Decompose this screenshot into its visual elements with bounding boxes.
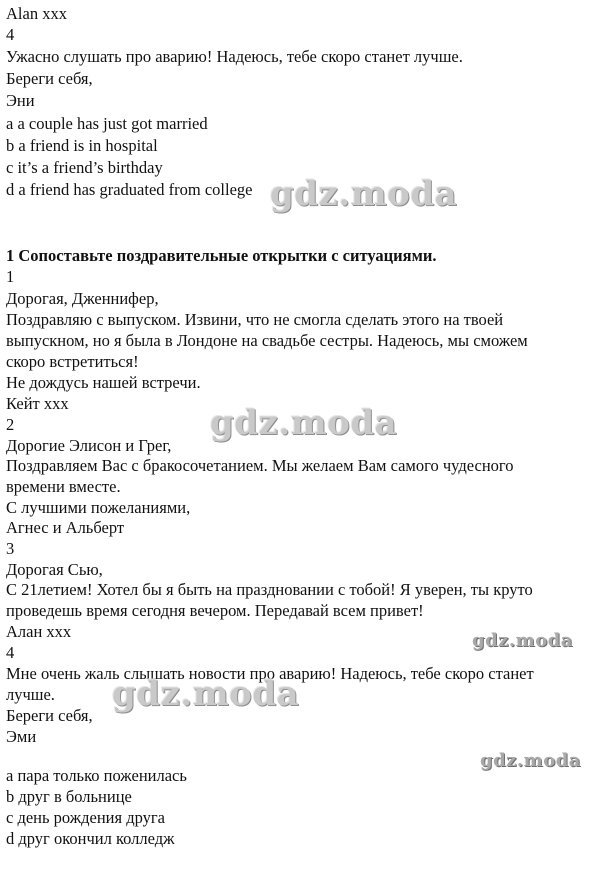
answer-item: c день рождения друга xyxy=(6,808,165,827)
task-heading: 1 Сопоставьте поздравительные открытки с ситуациями. xyxy=(6,246,437,265)
watermark-logo: gdz.moda xyxy=(480,750,581,771)
card-line: С лучшими пожеланиями, xyxy=(6,498,191,517)
watermark-logo: gdz.moda xyxy=(112,674,300,714)
card-greeting: Дорогие Элисон и Грег, xyxy=(6,436,172,455)
card-signature: Эми xyxy=(6,727,37,746)
option-item: c it’s a friend’s birthday xyxy=(6,158,163,177)
card-line: скоро встретиться! xyxy=(6,352,139,371)
top-name: Эни xyxy=(6,91,35,110)
watermark-logo: gdz.moda xyxy=(210,403,398,443)
card-number: 2 xyxy=(6,415,15,434)
card-line: Поздравляю с выпуском. Извини, что не смогла сделать этого на твоей xyxy=(6,310,504,329)
top-signature: Alan xxx xyxy=(6,4,67,23)
watermark-logo: gdz.moda xyxy=(472,630,573,651)
card-number: 3 xyxy=(6,539,15,558)
card-signature: Агнес и Альберт xyxy=(6,518,125,537)
card-line: Поздравляем Вас с бракосочетанием. Мы желаем Вам самого чудесного xyxy=(6,456,514,475)
card-greeting: Дорогая Сью, xyxy=(6,560,103,579)
top-number: 4 xyxy=(6,25,15,44)
answer-item: b друг в больнице xyxy=(6,787,132,806)
option-item: d a friend has graduated from college xyxy=(6,180,253,199)
card-greeting: Дорогая, Дженнифер, xyxy=(6,289,159,308)
option-item: b a friend is in hospital xyxy=(6,136,158,155)
card-signature: Кейт xxx xyxy=(6,394,69,413)
top-closing: Береги себя, xyxy=(6,69,93,88)
card-line: времени вместе. xyxy=(6,477,121,496)
card-line: проведешь время сегодня вечером. Передавай всем привет! xyxy=(6,601,424,620)
watermark-logo: gdz.moda xyxy=(270,174,458,214)
answer-item: d друг окончил колледж xyxy=(6,829,175,848)
card-line: С 21летием! Хотел бы я быть на праздновании с тобой! Я уверен, ты круто xyxy=(6,580,533,599)
card-line: лучше. xyxy=(6,685,55,704)
card-number: 4 xyxy=(6,643,15,662)
card-line: Береги себя, xyxy=(6,706,93,725)
card-line: Не дождусь нашей встречи. xyxy=(6,373,201,392)
answer-item: a пара только поженилась xyxy=(6,766,187,785)
card-line: Мне очень жаль слышать новости про аварию! Надеюсь, тебе скоро станет xyxy=(6,664,534,683)
top-message: Ужасно слушать про аварию! Надеюсь, тебе скоро станет лучше. xyxy=(6,47,463,66)
card-signature: Алан xxx xyxy=(6,622,72,641)
option-item: a a couple has just got married xyxy=(6,114,208,133)
card-line: выпускном, но я была в Лондоне на свадьбе сестры. Надеюсь, мы сможем xyxy=(6,331,528,350)
card-number: 1 xyxy=(6,267,15,286)
